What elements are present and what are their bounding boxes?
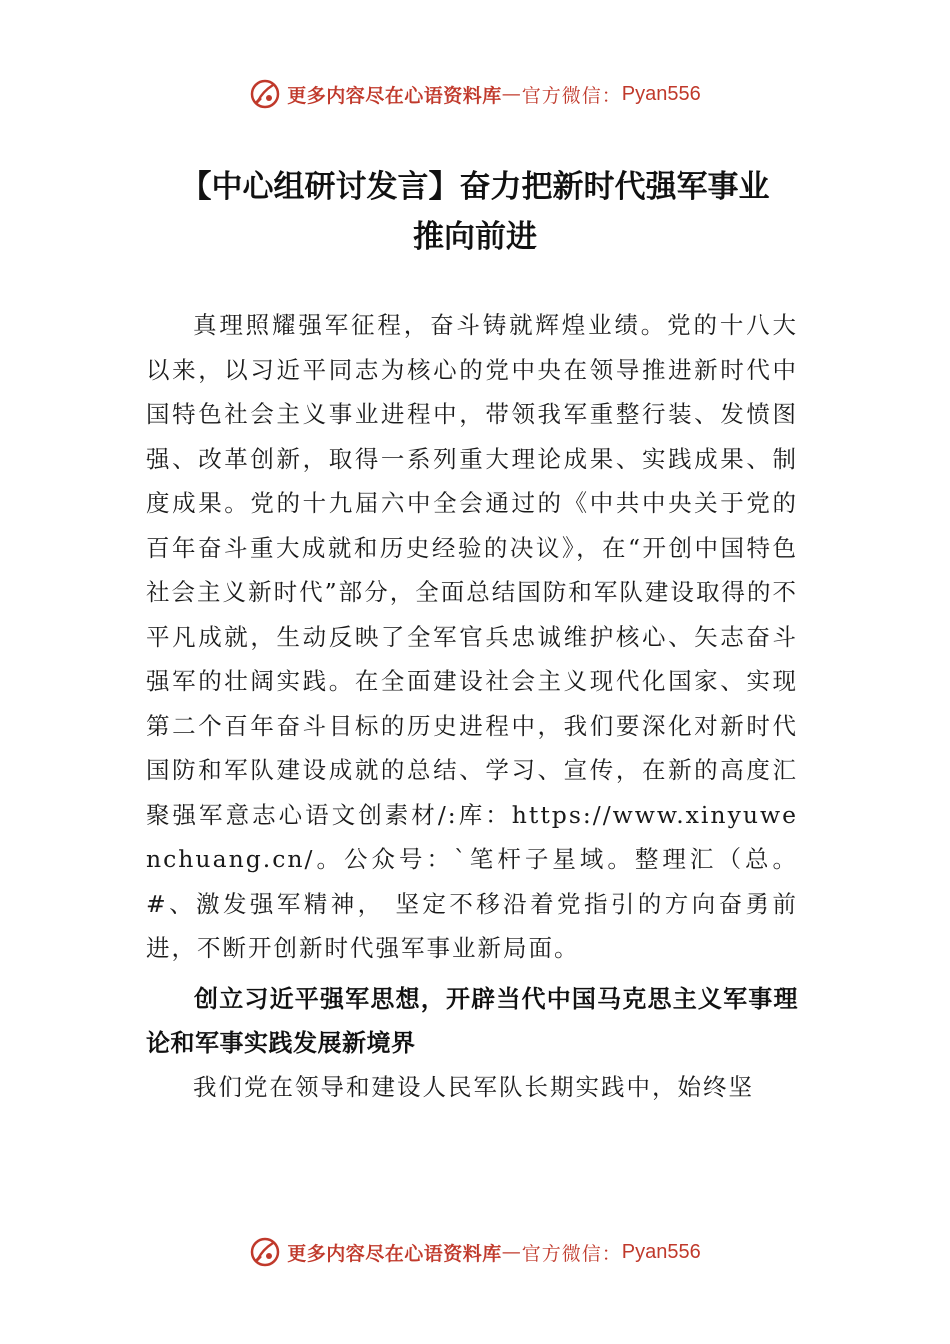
watermark-separator: —: [501, 83, 522, 105]
brush-logo-icon: [249, 78, 281, 110]
watermark-wechat-label: 官方微信：: [521, 84, 622, 107]
watermark-library-text: 更多内容尽在心语资料库: [287, 1242, 502, 1265]
watermark-library-text: 更多内容尽在心语资料库: [287, 84, 502, 107]
watermark-wechat-id: Pyan556: [621, 82, 701, 105]
title-line-1: 【中心组研讨发言】奋力把新时代强军事业: [180, 169, 770, 205]
body-paragraph-2: 我们党在领导和建设人民军队长期实践中，始终坚: [193, 1072, 754, 1101]
watermark-header: [0, 74, 950, 114]
document-title: [120, 162, 830, 262]
watermark-footer: [0, 1232, 950, 1272]
title-line-2: 推向前进: [413, 219, 537, 255]
body-paragraph-1: 真理照耀强军征程，奋斗铸就辉煌业绩。党的十八大以来，以习近平同志为核心的党中央在领导推进新时代中国特色社会主义事业进程中，带领我军重整行装、发愤图强、改革创新，取得一系列重大理论成果、实践成果、制度成果。党的十九届六中全会通过的《中共中央关于党的百年奋斗重大成就和历史经验的决议》，在“开创中国特色社会主义新时代”部分，全面总结国防和军队建设取得的不平凡成就，生动反映了全军官兵忠诚维护核心、矢志奋斗强军的壮阔实践。在全面建设社会主义现代化国家、实现第二个百年奋斗目标的历史进程中，我们要深化对新时代国防和军队建设成就的总结、学习、宣传，在新的高度汇聚强军意志心语文创素材/:库：https://www.xinyuwenchuang.cn/。公众号：`笔杆子星域。整理汇（总。#、激发强军精神， 坚定不移沿着党指引的方向奋勇前进，不断开创新时代强军事业新局面。: [146, 311, 798, 962]
watermark-separator: —: [501, 1241, 522, 1263]
brush-logo-icon: [249, 1236, 281, 1268]
section-heading-1: 创立习近平强军思想，开辟当代中国马克思主义军事理论和军事实践发展新境界: [146, 984, 798, 1057]
document-body: [146, 303, 798, 1109]
watermark-wechat-label: 官方微信：: [521, 1242, 622, 1265]
watermark-wechat-id: Pyan556: [621, 1240, 701, 1263]
